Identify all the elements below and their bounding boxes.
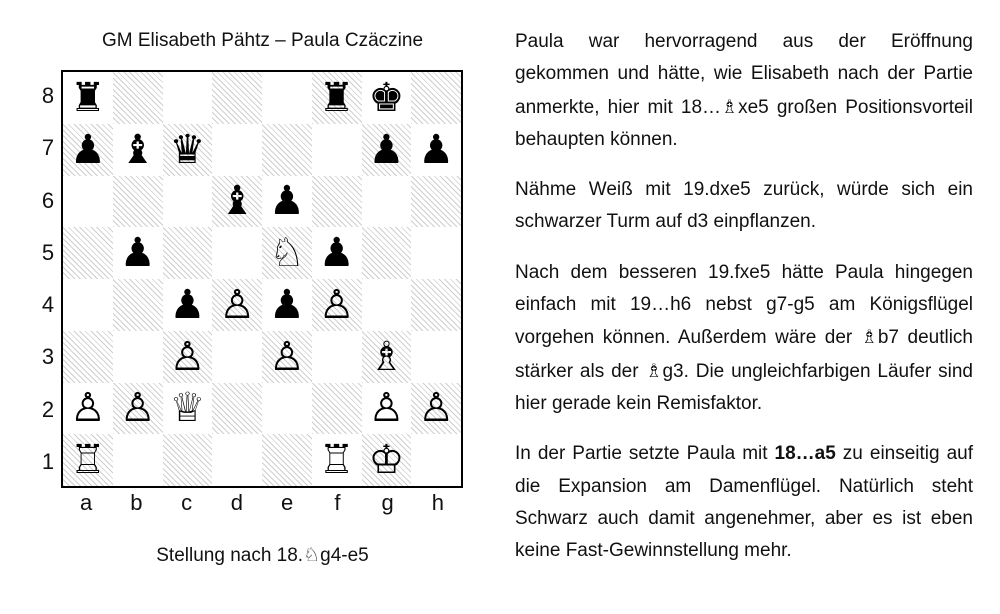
square-f6 <box>312 176 362 228</box>
square-a2 <box>63 383 113 435</box>
chess-piece-icon: ♙ <box>318 281 355 328</box>
square-b4 <box>113 279 163 331</box>
square-a6 <box>63 176 113 228</box>
diagram-title: GM Elisabeth Pähtz – Paula Czäczine <box>101 30 424 51</box>
square-g3 <box>362 331 412 383</box>
chess-piece-icon: ♟ <box>268 178 305 225</box>
square-f5 <box>312 227 362 279</box>
rank-label: 6 <box>41 187 55 213</box>
square-c4 <box>163 279 213 331</box>
square-h4 <box>411 279 461 331</box>
square-g1 <box>362 434 412 486</box>
commentary <box>515 26 973 585</box>
square-g6 <box>362 176 412 228</box>
square-e2 <box>262 383 312 435</box>
square-f7 <box>312 124 362 176</box>
square-a5 <box>63 227 113 279</box>
square-c5 <box>163 227 213 279</box>
chess-piece-icon: ♙ <box>219 281 256 328</box>
square-g4 <box>362 279 412 331</box>
square-d7 <box>212 124 262 176</box>
square-b1 <box>113 434 163 486</box>
knight-figurine-icon: ♘ <box>303 544 321 566</box>
file-label: c <box>181 490 193 515</box>
square-a7 <box>63 124 113 176</box>
chess-piece-icon: ♟ <box>318 230 355 277</box>
chess-piece-icon: ♛ <box>169 126 206 173</box>
square-b6 <box>113 176 163 228</box>
square-f3 <box>312 331 362 383</box>
bishop-figurine-icon: ♗ <box>721 95 739 118</box>
file-label: e <box>281 490 294 515</box>
square-g8 <box>362 72 412 124</box>
square-c3 <box>163 331 213 383</box>
square-g5 <box>362 227 412 279</box>
chess-piece-icon: ♖ <box>318 437 355 484</box>
square-d1 <box>212 434 262 486</box>
square-d8 <box>212 72 262 124</box>
square-d3 <box>212 331 262 383</box>
square-f4 <box>312 279 362 331</box>
square-b8 <box>113 72 163 124</box>
chess-piece-icon: ♟ <box>418 126 455 173</box>
square-e7 <box>262 124 312 176</box>
chess-piece-icon: ♝ <box>119 126 156 173</box>
square-b2 <box>113 383 163 435</box>
square-c2 <box>163 383 213 435</box>
square-a1 <box>63 434 113 486</box>
paragraph: In der Partie setzte Paula mit 18…a5 zu einseitig auf die Expansion am Damenflügel. Natürlich steht Schwarz auch damit angenehmer, aber es ist eben keine Fast-Gewinnstellung mehr. <box>515 443 973 562</box>
chess-piece-icon: ♕ <box>169 385 206 432</box>
chess-piece-icon: ♖ <box>69 437 106 484</box>
diagram-caption: Stellung nach 18.♘g4-e5 <box>156 544 369 566</box>
chess-piece-icon: ♟ <box>69 126 106 173</box>
square-e3 <box>262 331 312 383</box>
chess-piece-icon: ♟ <box>119 230 156 277</box>
square-c1 <box>163 434 213 486</box>
chess-piece-icon: ♚ <box>368 74 405 121</box>
chess-piece-icon: ♜ <box>69 74 106 121</box>
square-e8 <box>262 72 312 124</box>
square-f2 <box>312 383 362 435</box>
square-b3 <box>113 331 163 383</box>
square-a8 <box>63 72 113 124</box>
chess-piece-icon: ♘ <box>268 230 305 277</box>
rank-label: 5 <box>41 239 55 265</box>
square-b5 <box>113 227 163 279</box>
rank-label: 4 <box>41 292 55 318</box>
square-c7 <box>163 124 213 176</box>
file-label: f <box>334 490 341 515</box>
rank-label: 7 <box>41 135 55 161</box>
chess-piece-icon: ♙ <box>169 333 206 380</box>
square-b7 <box>113 124 163 176</box>
square-h8 <box>411 72 461 124</box>
square-h5 <box>411 227 461 279</box>
file-label: g <box>381 490 394 515</box>
square-e5 <box>262 227 312 279</box>
chess-piece-icon: ♝ <box>219 178 256 225</box>
file-labels <box>61 490 463 516</box>
square-f1 <box>312 434 362 486</box>
chess-piece-icon: ♙ <box>368 385 405 432</box>
chess-piece-icon: ♟ <box>169 281 206 328</box>
square-d6 <box>212 176 262 228</box>
chess-piece-icon: ♜ <box>318 74 355 121</box>
paragraph: Paula war hervorragend aus der Eröffnung gekommen und hätte, wie Elisabeth nach der Partie anmerkte, hier mit 18…♗xe5 großen Positionsvorteil behaupten können. <box>515 31 973 150</box>
square-e6 <box>262 176 312 228</box>
file-label: b <box>130 490 143 515</box>
file-label: a <box>80 490 93 515</box>
chess-piece-icon: ♟ <box>368 126 405 173</box>
square-h3 <box>411 331 461 383</box>
square-h1 <box>411 434 461 486</box>
rank-label: 3 <box>41 344 55 370</box>
bishop-figurine-icon: ♗ <box>860 326 878 349</box>
square-f8 <box>312 72 362 124</box>
rank-label: 2 <box>41 396 55 422</box>
square-a4 <box>63 279 113 331</box>
square-h2 <box>411 383 461 435</box>
square-e1 <box>262 434 312 486</box>
bold-move: 18…a5 <box>774 443 836 465</box>
square-h7 <box>411 124 461 176</box>
chess-piece-icon: ♟ <box>268 281 305 328</box>
paragraph: Nach dem besseren 19.fxe5 hätte Paula hingegen einfach mit 19…h6 nebst g7-g5 am Königsflügel vorgehen können. Außerdem wäre der ♗b7 deutlich stärker als der ♗g3. Die ungleichfarbigen Läufer sind hier gerade kein Remisfaktor. <box>515 261 973 414</box>
file-label: d <box>230 490 243 515</box>
square-d2 <box>212 383 262 435</box>
chess-piece-icon: ♙ <box>268 333 305 380</box>
chess-piece-icon: ♙ <box>418 385 455 432</box>
paragraph: Nähme Weiß mit 19.dxe5 zurück, würde sich ein schwarzer Turm auf d3 einpflanzen. <box>515 179 973 233</box>
square-g2 <box>362 383 412 435</box>
rank-label: 1 <box>41 448 55 474</box>
square-h6 <box>411 176 461 228</box>
rank-label: 8 <box>41 83 55 109</box>
square-a3 <box>63 331 113 383</box>
bishop-figurine-icon: ♗ <box>645 359 663 382</box>
square-d4 <box>212 279 262 331</box>
square-c6 <box>163 176 213 228</box>
chess-piece-icon: ♙ <box>119 385 156 432</box>
square-d5 <box>212 227 262 279</box>
rank-labels <box>38 70 58 488</box>
file-label: h <box>431 490 444 515</box>
square-e4 <box>262 279 312 331</box>
chess-piece-icon: ♔ <box>368 437 405 484</box>
square-g7 <box>362 124 412 176</box>
chess-piece-icon: ♙ <box>69 385 106 432</box>
chess-board <box>61 70 463 488</box>
square-c8 <box>163 72 213 124</box>
chess-piece-icon: ♗ <box>368 333 405 380</box>
